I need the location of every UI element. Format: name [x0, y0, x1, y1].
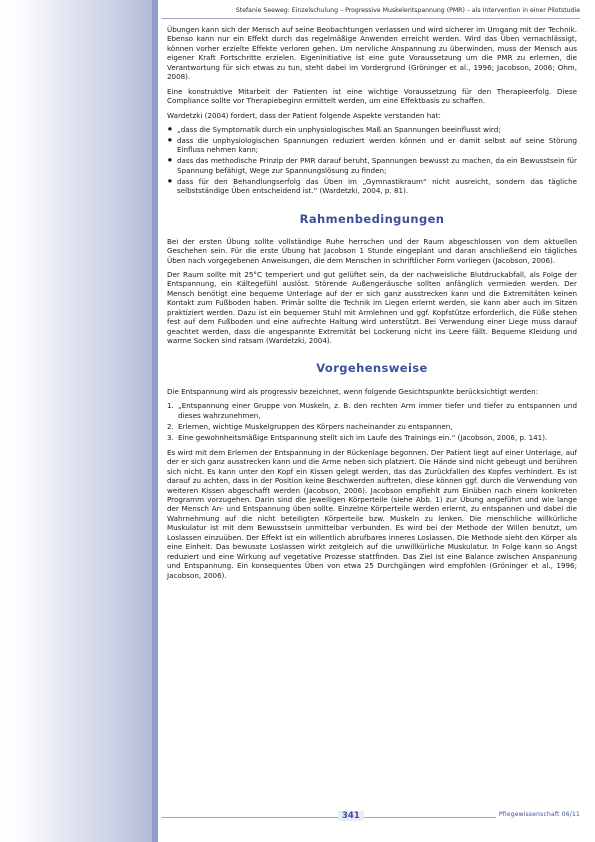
numbered-item: [167, 401, 577, 420]
paragraph: Es wird mit dem Erlernen der Entspannung in der Rückenlage begonnen. Der Patient liegt auf einer Unterlage, auf der er sich ganz ausstrecken kann und die Arme neben sich platziert. Die Hände sind nicht gebeugt und berühren sich nicht. Es kann unter den Kopf ein Kissen gelegt werden, das das Zurückfallen des Kopfes verhindert. Es ist darauf zu achten, dass in der Position keine Beschwerden auftreten, diese können ggf. durch die Verwendung von weiteren Kissen abgeschafft werden (Jacobson, 2006). Jacobson empfiehlt zum Einüben nach einem konkreten Programm vorzugehen. Darin sind die jeweiligen Körperteile (siehe Abb. 1) zur Übung angeführt und wie lange der Mensch An- und Entspannung üben sollte. Einzelne Körperteile werden erlernt, zu entspannen und dabei die Wahrnehmung auf die nicht beteiligten Körperteile bzw. Muskeln zu lenken. Die menschliche willkürliche Muskulatur ist mit dem Bewusstsein unmittelbar verbunden. Es wird bei der Methode der Willen benutzt, um Loslassen einzuüben. Der Effekt ist ein willentlich abrufbares inneres Loslassen. Die Methode sieht den Körper als eine Einheit. Das bewusste Loslassen wirkt zeitgleich auf die unwillkürliche Muskulatur. In Folge kann so Angst reduziert und eine Wirkung auf vegetative Prozesse stattfinden. Das Ziel ist eine Balance zwischen Anspannung und Entspannung. Ein konsequentes Üben von etwa 25 Durchgängen wird empfohlen (Gröninger et al., 1996; Jacobson, 2006).: [167, 447, 577, 580]
item-number: 1.: [167, 401, 174, 411]
item-text: „Entspannung einer Gruppe von Muskeln, z. B. den rechten Arm immer tiefer und tiefer zu entspannen und dieses wahrzunehmen,: [178, 401, 577, 420]
decorative-sidebar: [0, 0, 158, 842]
article-body: [167, 25, 577, 585]
section-heading-rahmenbedingungen: Rahmenbedingungen: [299, 211, 445, 226]
paragraph: Der Raum sollte mit 25°C temperiert und gut gelüftet sein, da der nachweisliche Blutdruckabfall, als Folge der Entspannung, ein Kältegefühl auslöst. Störende Außengeräusche sollten anfänglich vermieden werden. Der Mensch benötigt eine bequeme Unterlage auf der er sich ganz ausstrecken kann und die Extremitäten keinen Kontakt zum Fußboden haben. Primär sollte die Technik im Liegen erlernt werden, sie kann aber auch im Sitzen praktiziert werden. Dazu ist ein bequemer Stuhl mit Armlehnen und ggf. Kopfstütze erforderlich, die Füße stehen fest auf dem Fußboden und eine aufrechte Haltung wird unterstützt. Bei Verwendung einer Liege muss darauf geachtet werden, dass die angespannte Extremität bei Lockerung nicht ins Leere fällt. Bequeme Kleidung und warme Socken sind ratsam (Wardetzki, 2004).: [167, 269, 577, 346]
sidebar-stripe: [152, 0, 158, 842]
paragraph: Eine konstruktive Mitarbeit der Patienten ist eine wichtige Voraussetzung für den Therapieerfolg. Diese Compliance sollte vor Therapiebeginn ermittelt werden, um eine Effektbasis zu schaffen.: [167, 86, 577, 106]
journal-name: Pflegewissenschaft 06/11: [496, 811, 580, 818]
page-footer: [162, 811, 580, 827]
bullet-list: [167, 125, 577, 196]
page-number: 341: [338, 811, 364, 821]
paragraph: Übungen kann sich der Mensch auf seine Beobachtungen verlassen und wird sicherer im Umgang mit der Technik. Ebenso kann nur ein Effekt durch das regelmäßige Anwenden erreicht werden. Wird das Üben vernachlässigt, können vorher erzielte Effekte verloren gehen. Um nervliche Anspannung zu überwinden, muss der Mensch aus eigener Kraft Fortschritte erzielen. Eigeninitiative ist eine gute Voraussetzung um die PMR zu erlernen, die Verantwortung für sich etwas zu tun, steht dabei im Vordergrund (Gröninger et al., 1996; Jacobson, 2006; Ohm, 2008).: [167, 25, 577, 82]
item-number: 3.: [167, 433, 174, 443]
sidebar-fade: [0, 0, 60, 842]
item-text: Eine gewohnheitsmäßige Entspannung stellt sich im Laufe des Trainings ein.“ (Jacobson, 2006, p. 141).: [178, 433, 548, 443]
bullet-item: ● dass für den Behandlungserfolg das Üben im „Gymnastikraum“ nicht ausreicht, sondern das tägliche selbstständige Üben entscheidend ist.“ (Wardetzki, 2004, p. 81).: [177, 177, 577, 196]
running-header: Stefanie Seeweg: Einzelschulung – Progressive Muskelentspannung (PMR) – als Intervention in einer Pilotstudie: [162, 7, 580, 19]
numbered-item: [167, 421, 577, 431]
bullet-item: ● „dass die Symptomatik durch ein unphysiologisches Maß an Spannungen beeinflusst wird;: [177, 125, 577, 134]
bullet-item: ● dass das methodische Prinzip der PMR darauf beruht, Spannungen bewusst zu machen, da ein Bewusstsein für Spannung befähigt, Wege zur Spannungslösung zu finden;: [177, 156, 577, 175]
paragraph: Wardetzki (2004) fordert, dass der Patient folgende Aspekte verstanden hat:: [167, 110, 441, 120]
item-number: 2.: [167, 421, 174, 431]
paragraph: Die Entspannung wird als progressiv bezeichnet, wenn folgende Gesichtspunkte berücksichtigt werden:: [167, 386, 539, 396]
numbered-item: [167, 433, 577, 443]
bullet-item: ● dass die unphysiologischen Spannungen reduziert werden können und er damit selbst auf seine Störung Einfluss nehmen kann;: [177, 136, 577, 155]
numbered-list: [167, 401, 577, 443]
section-heading-vorgehensweise: Vorgehensweise: [316, 361, 428, 376]
paragraph: Bei der ersten Übung sollte vollständige Ruhe herrschen und der Raum abgeschlossen von dem aktuellen Geschehen sein. Für die erste Übung hat Jacobson 1 Stunde eingeplant und daran anschließend ein tägliches Üben nach vorgegebenen Anweisungen, die dem Menschen in schriftlicher Form vorliegen (Jacobson, 2006).: [167, 236, 577, 265]
item-text: Erlernen, wichtige Muskelgruppen des Körpers nacheinander zu entspannen,: [178, 421, 453, 431]
